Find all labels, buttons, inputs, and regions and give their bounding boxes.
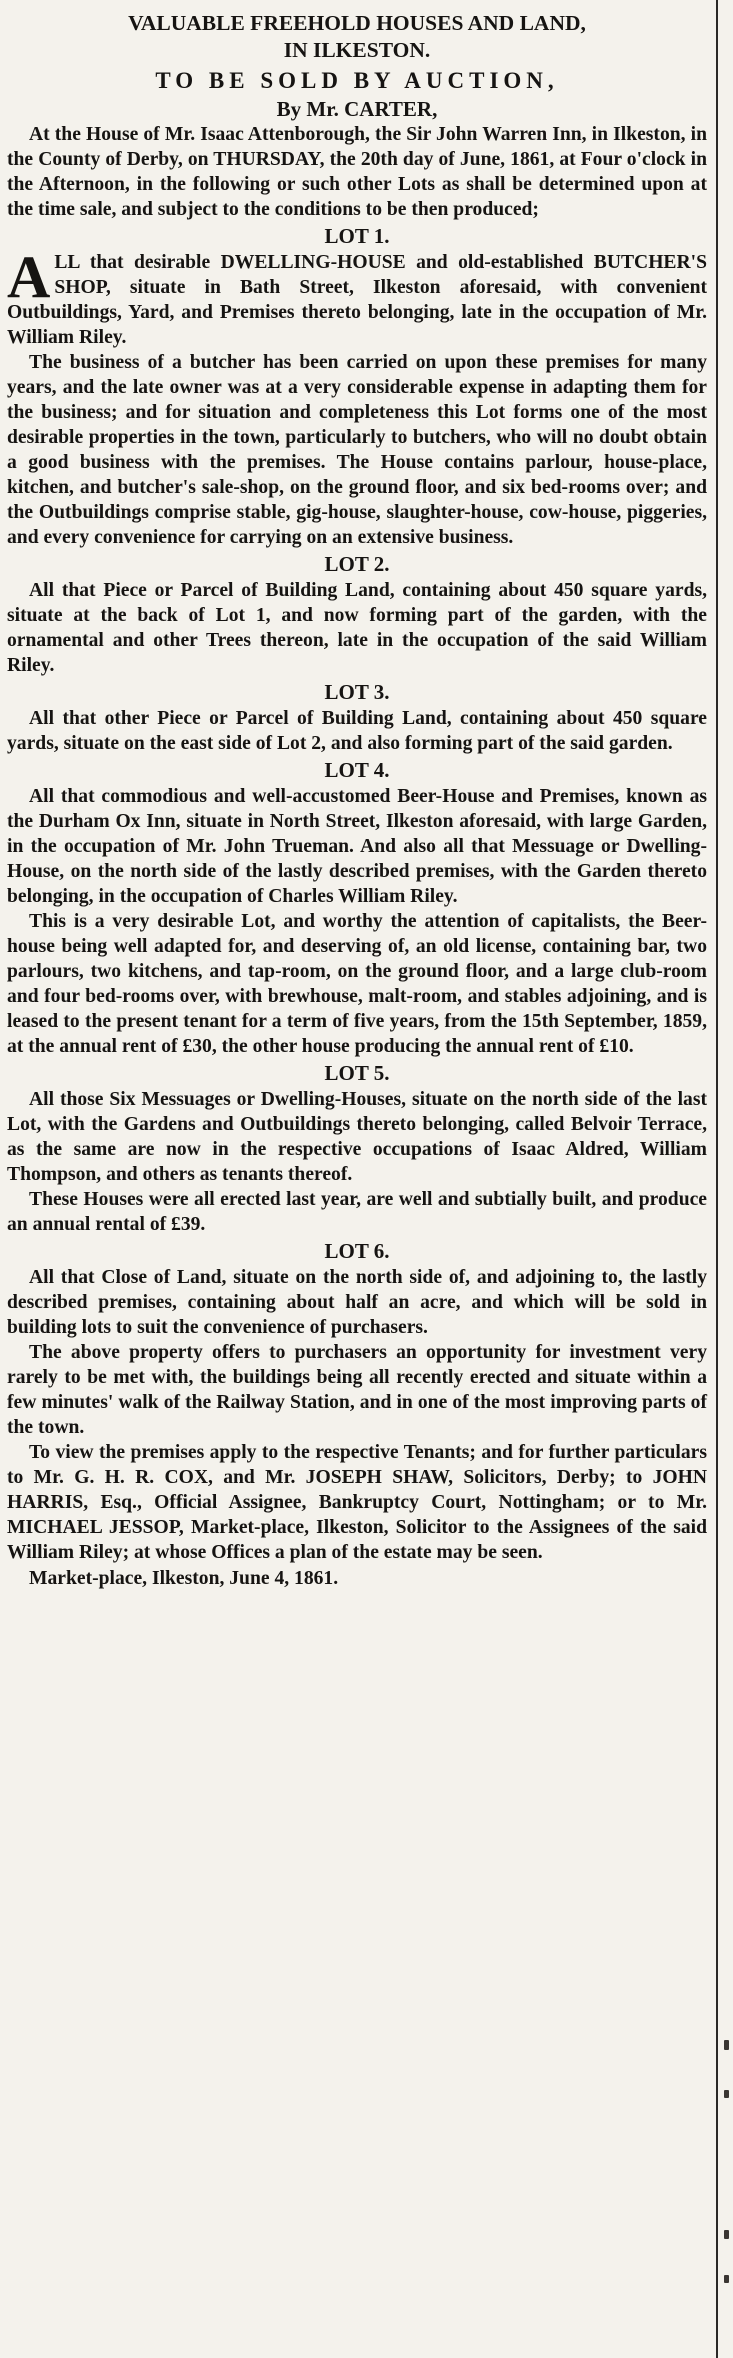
headline-sale-notice: TO BE SOLD BY AUCTION,	[155, 68, 559, 93]
column-rule	[716, 0, 718, 2358]
adjacent-column-fragment	[724, 2040, 729, 2050]
adjacent-column-fragment	[724, 2275, 729, 2283]
drop-cap-letter: A	[7, 250, 51, 310]
lot-6-paragraph-2: The above property offers to purchasers an opportunity for investment very rarely to be met with, the buildings being all recently erected and situate within a few minutes' walk of the Railway Station, and in one of the most improving parts of the town.	[7, 1342, 707, 1438]
sale-details-paragraph: At the House of Mr. Isaac Attenborough, the Sir John Warren Inn, in Ilkeston, in the County of Derby, on THURSDAY, the 20th day of June, 1861, at Four o'clock in the Afternoon, in the following or such other Lots as shall be determined upon at the time sale, and subject to the conditions to be then produced;	[7, 124, 707, 220]
lot-5-paragraph-1: All those Six Messuages or Dwelling-Houses, situate on the north side of the last Lot, with the Gardens and Outbuildings thereto belonging, called Belvoir Terrace, as the same are now in the respective occupations of Isaac Aldred, William Thompson, and others as tenants thereof.	[7, 1089, 707, 1185]
headline-title: VALUABLE FREEHOLD HOUSES AND LAND,	[128, 11, 586, 35]
lot-2-paragraph-1: All that Piece or Parcel of Building Land, containing about 450 square yards, situate at the back of Lot 1, and now forming part of the garden, with the ornamental and other Trees thereon, late in the occupation of the said William Riley.	[7, 580, 707, 676]
lot-4-paragraph-2: This is a very desirable Lot, and worthy the attention of capitalists, the Beer-house being well adapted for, and deserving of, an old license, containing bar, two parlours, two kitchens, and tap-room, on the ground floor, and a large club-room and four bed-rooms over, with brewhouse, malt-room, and stables adjoining, and is leased to the present tenant for a term of five years, from the 15th September, 1859, at the annual rent of £30, the other house producing the annual rent of £10.	[7, 911, 707, 1057]
auctioneer-byline: By Mr. CARTER,	[276, 97, 438, 121]
lot-1-paragraph-1: LL that desirable DWELLING-HOUSE and old-established BUTCHER'S SHOP, situate in Bath Street, Ilkeston aforesaid, with convenient Outbuildings, Yard, and Premises thereto belonging, late in the occupation of Mr. William Riley.	[7, 252, 707, 348]
lot-5-heading: LOT 5.	[324, 1061, 390, 1085]
lot-6-paragraph-1: All that Close of Land, situate on the north side of, and adjoining to, the lastly described premises, containing about half an acre, and which will be sold in building lots to suit the convenience of purchasers.	[7, 1267, 707, 1338]
lot-4-heading: LOT 4.	[324, 758, 390, 782]
adjacent-column-fragment	[724, 2090, 729, 2098]
adjacent-column-fragment	[724, 2230, 729, 2239]
advertisement	[7, 10, 707, 1591]
lot-3-paragraph-1: All that other Piece or Parcel of Building Land, containing about 450 square yards, situate on the east side of Lot 2, and also forming part of the said garden.	[7, 708, 707, 754]
lot-4-paragraph-1: All that commodious and well-accustomed Beer-House and Premises, known as the Durham Ox Inn, situate in North Street, Ilkeston aforesaid, with large Garden, in the occupation of Mr. John Trueman. And also all that Messuage or Dwelling-House, on the north side of the lastly described premises, with the Garden thereto belonging, in the occupation of Charles William Riley.	[7, 786, 707, 907]
lot-5-paragraph-2: These Houses were all erected last year, are well and subtially built, and produce an annual rental of £39.	[7, 1189, 707, 1235]
lot-2-heading: LOT 2.	[324, 552, 390, 576]
contact-paragraph: To view the premises apply to the respective Tenants; and for further particulars to Mr. G. H. R. COX, and Mr. JOSEPH SHAW, Solicitors, Derby; to JOHN HARRIS, Esq., Official Assignee, Bankruptcy Court, Nottingham; or to Mr. MICHAEL JESSOP, Market-place, Ilkeston, Solicitor to the Assignees of the said William Riley; at whose Offices a plan of the estate may be seen.	[7, 1442, 707, 1563]
lot-6-heading: LOT 6.	[324, 1239, 390, 1263]
lot-1-heading: LOT 1.	[324, 224, 390, 248]
dateline: Market-place, Ilkeston, June 4, 1861.	[29, 1568, 339, 1589]
lot-3-heading: LOT 3.	[324, 680, 390, 704]
lot-1-paragraph-2: The business of a butcher has been carried on upon these premises for many years, and the late owner was at a very considerable expense in adapting them for the business; and for situation and completeness this Lot forms one of the most desirable properties in the town, particularly to butchers, who will no doubt obtain a good business with the premises. The House contains parlour, house-place, kitchen, and butcher's sale-shop, on the ground floor, and six bed-rooms over; and the Outbuildings comprise stable, gig-house, slaughter-house, cow-house, piggeries, and every convenience for carrying on an extensive business.	[7, 352, 707, 548]
headline-location: IN ILKESTON.	[283, 38, 431, 62]
lot-1-description	[7, 250, 707, 350]
